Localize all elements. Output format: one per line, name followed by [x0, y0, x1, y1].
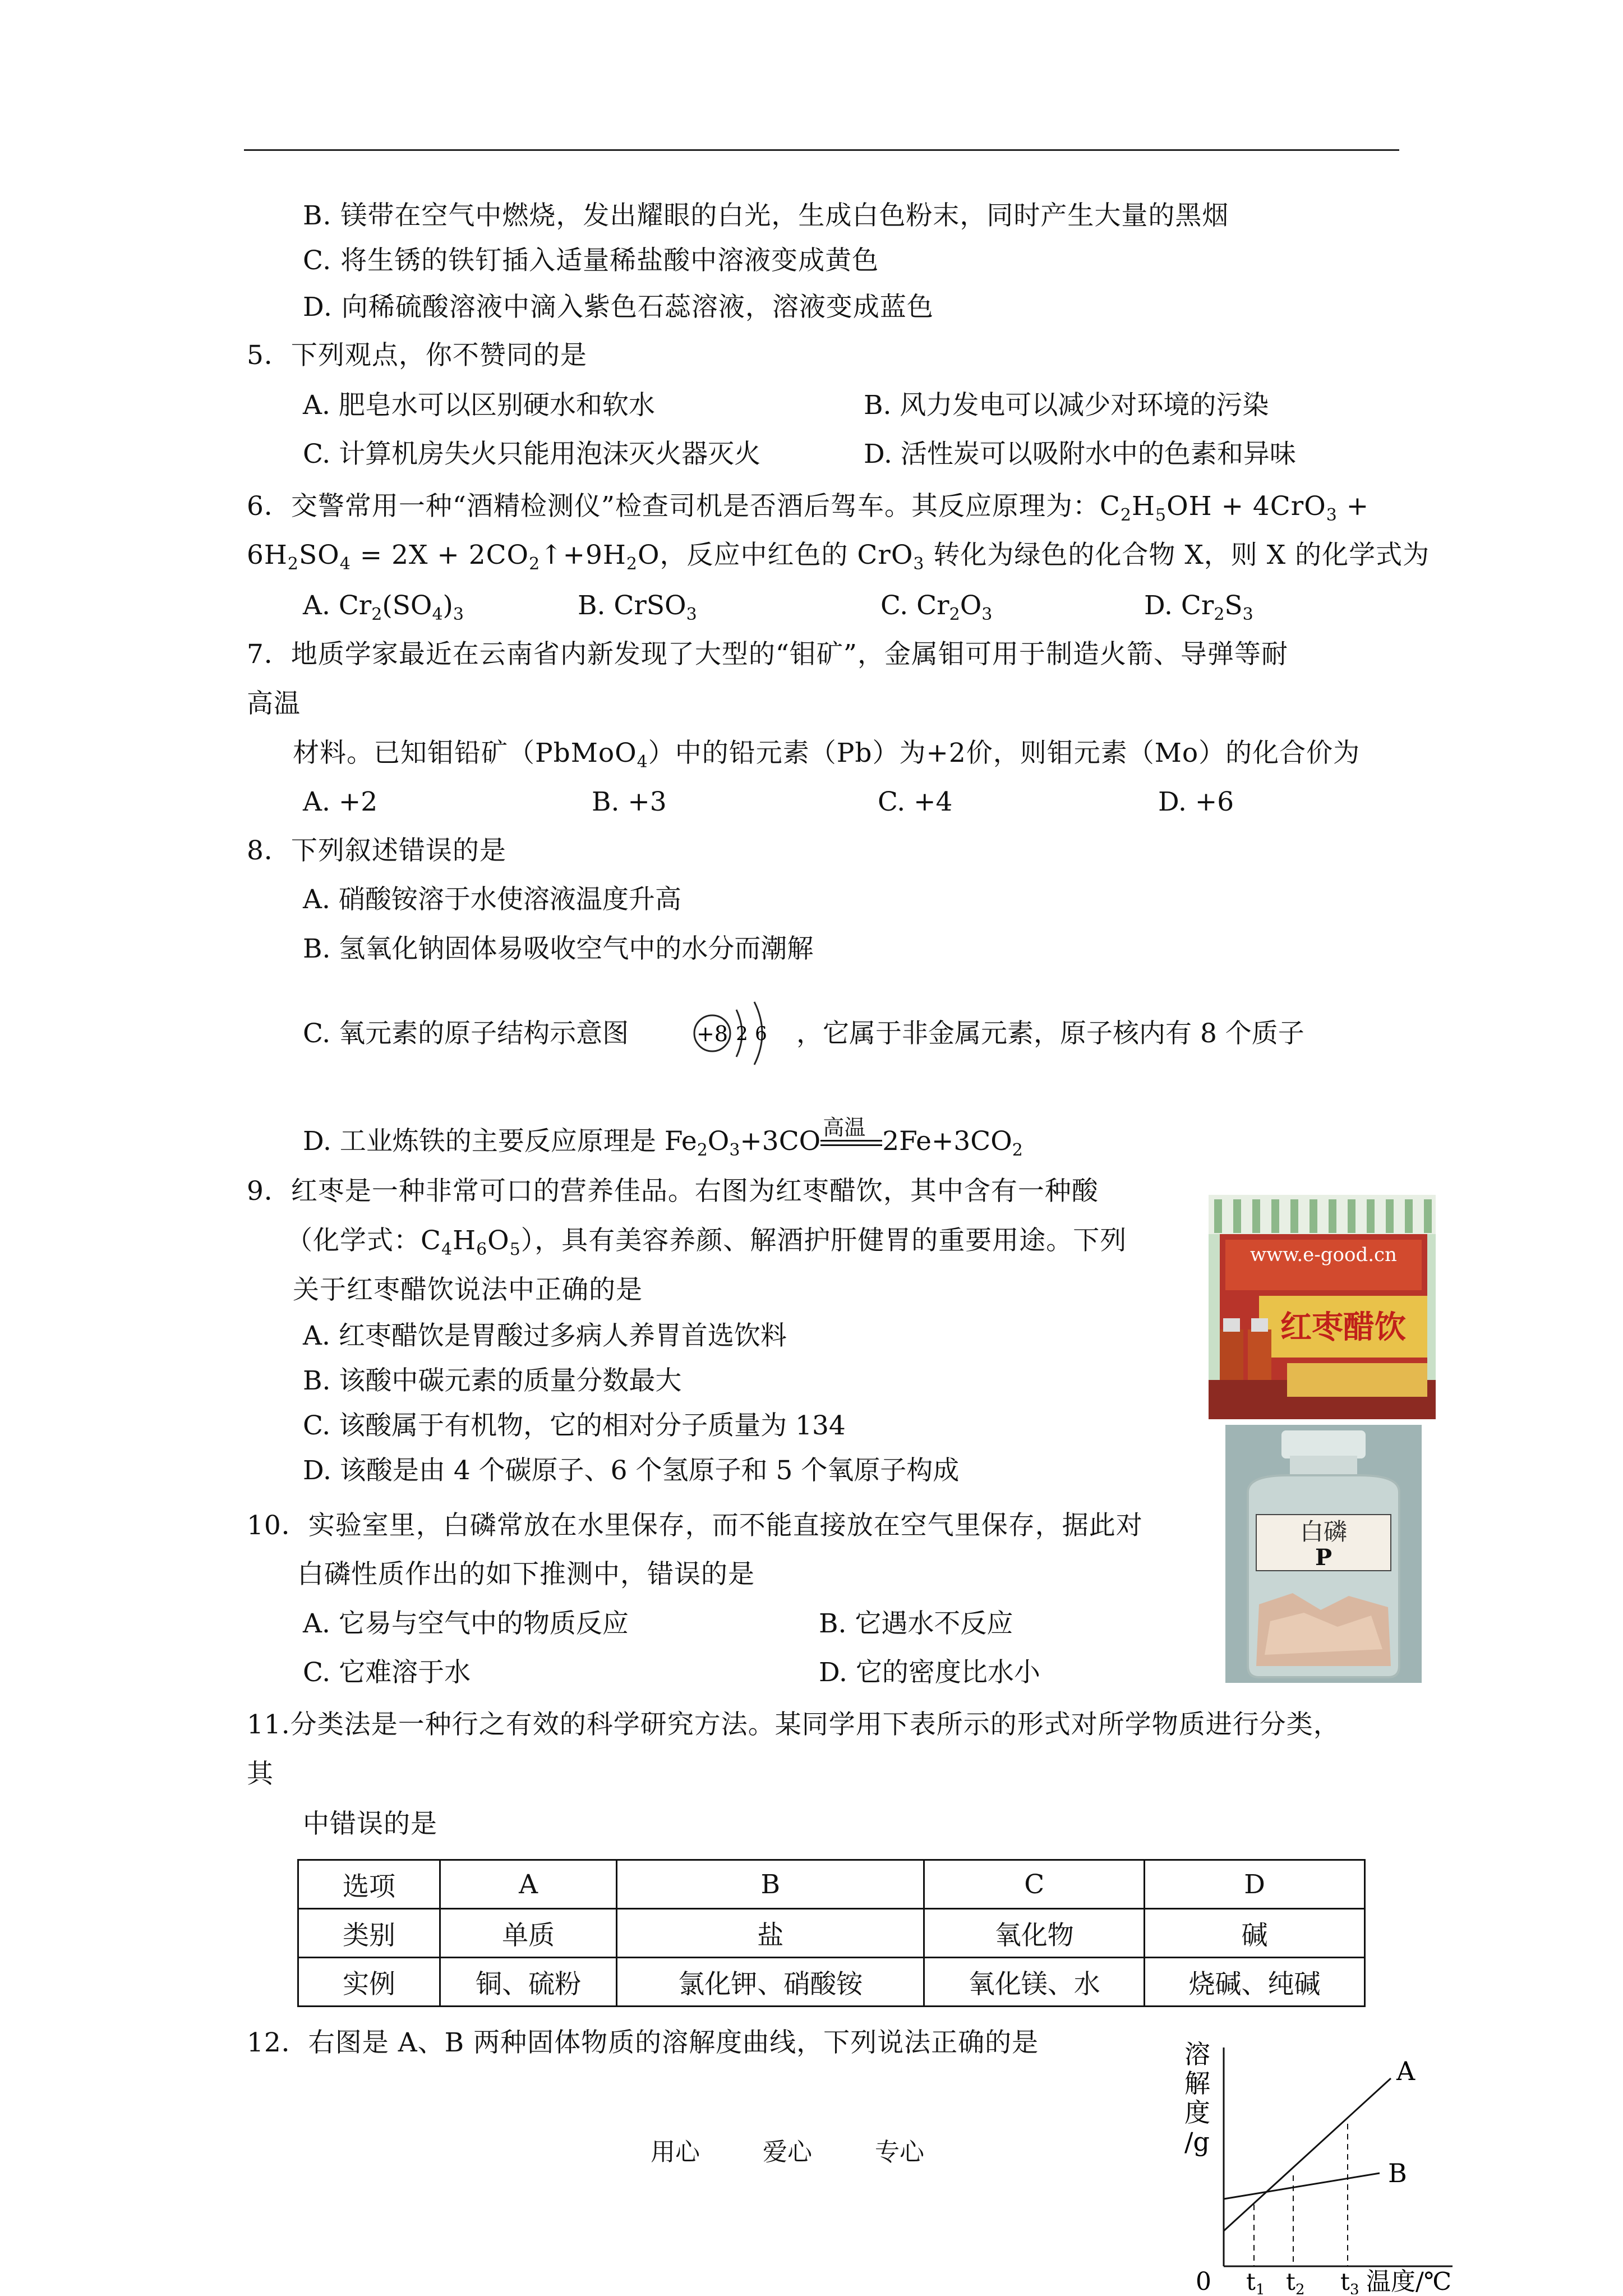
q6-option-c: C. $Cr_2O_3$	[880, 590, 993, 624]
q12-stem: 12．右图是 A、B 两种固体物质的溶解度曲线，下列说法正确的是	[247, 2027, 1039, 2058]
q4-option-c: C. 将生锈的铁钉插入适量稀盐酸中溶液变成黄色	[303, 245, 879, 276]
q6-option-d: D. $Cr_2S_3$	[1144, 590, 1253, 624]
table-cell: 铜、硫粉	[440, 1958, 617, 2007]
q10-option-a: A. 它易与空气中的物质反应	[303, 1608, 629, 1639]
q7-option-b: B. +3	[592, 786, 667, 817]
q9-stem-line2: （化学式：$C_4H_6O_5$），具有美容养颜、解酒护肝健胃的重要用途。下列	[286, 1225, 1127, 1259]
photo-url-text: www.e-good.cn	[1250, 1244, 1397, 1266]
q9-option-d: D. 该酸是由 4 个碳原子、6 个氢原子和 5 个氧原子构成	[303, 1455, 960, 1486]
q5-option-d: D. 活性炭可以吸附水中的色素和异味	[864, 439, 1296, 470]
q8-option-d: D. 工业炼铁的主要反应原理是 $Fe_2O_3+3CO$ 高温 $2Fe+3CO_2$	[303, 1115, 1023, 1160]
q11-stem-line2: 其	[247, 1759, 274, 1789]
bottle-label-text: 白磷	[1299, 1518, 1348, 1545]
q10-option-d: D. 它的密度比水小	[819, 1657, 1040, 1688]
y-axis-label-2: 解	[1184, 2068, 1210, 2099]
q9-option-b: B. 该酸中碳元素的质量分数最大	[303, 1365, 682, 1396]
table-cell: A	[440, 1860, 617, 1909]
y-axis-label-3: 度	[1184, 2097, 1210, 2128]
footer-text-2: 爱心	[763, 2138, 812, 2166]
curve-a-label: A	[1396, 2056, 1415, 2086]
table-cell: 碱	[1145, 1909, 1365, 1958]
q4-option-d: D. 向稀硫酸溶液中滴入紫色石蕊溶液，溶液变成蓝色	[303, 292, 934, 323]
q5-option-c: C. 计算机房失火只能用泡沫灭火器灭火	[303, 439, 761, 470]
q10-stem-line2: 白磷性质作出的如下推测中，错误的是	[297, 1559, 755, 1590]
classification-table	[297, 1859, 1366, 2007]
q9-option-c: C. 该酸属于有机物，它的相对分子质量为 134	[303, 1410, 846, 1441]
q8-option-a: A. 硝酸铵溶于水使溶液温度升高	[303, 884, 681, 915]
white-phosphorus-bottle-photo	[1225, 1425, 1422, 1683]
t2-tick-label: t	[1286, 2268, 1295, 2294]
shell-1-electrons: 2	[736, 1023, 748, 1045]
reaction-condition: 高温	[820, 1132, 882, 1154]
footer-text-1: 用心	[651, 2138, 700, 2166]
header-rule	[244, 149, 1399, 151]
q5-option-b: B. 风力发电可以减少对环境的污染	[864, 390, 1269, 421]
q6-option-b: B. CrSO$_3$	[578, 590, 697, 624]
q5-option-a: A. 肥皂水可以区别硬水和软水	[303, 390, 655, 421]
table-cell: B	[617, 1860, 924, 1909]
q9-option-a: A. 红枣醋饮是胃酸过多病人养胃首选饮料	[303, 1320, 787, 1351]
t1-tick-label: t	[1246, 2268, 1256, 2294]
q7-option-d: D. +6	[1158, 786, 1234, 817]
table-row	[298, 1909, 1365, 1958]
q8-option-b: B. 氢氧化钠固体易吸收空气中的水分而潮解	[303, 933, 814, 964]
q8-option-c-text2: ，它属于非金属元素，原子核内有 8 个质子	[796, 1018, 1304, 1049]
table-cell: 盐	[617, 1909, 924, 1958]
curve-b-line	[1224, 2173, 1380, 2199]
y-axis-label-1: 溶	[1184, 2039, 1210, 2069]
table-cell: 类别	[298, 1909, 440, 1958]
q10-stem-line1: 10．实验室里，白磷常放在水里保存，而不能直接放在空气里保存，据此对	[247, 1510, 1143, 1541]
q9-stem-line3: 关于红枣醋饮说法中正确的是	[293, 1274, 643, 1305]
table-row	[298, 1958, 1365, 2007]
table-cell: 氧化物	[924, 1909, 1145, 1958]
q11-stem-line3: 中错误的是	[303, 1809, 437, 1839]
table-cell: 单质	[440, 1909, 617, 1958]
q10-option-b: B. 它遇水不反应	[819, 1608, 1013, 1639]
q6-stem-line1: 6．交警常用一种“酒精检测仪”检查司机是否酒后驾车。其反应原理为：$C_2H_5OH + 4CrO_3$ +	[247, 491, 1370, 525]
t3-tick-subscript: 3	[1350, 2281, 1359, 2294]
product-label: 红枣醋饮	[1280, 1309, 1406, 1346]
y-axis-label-4: /g	[1184, 2127, 1210, 2157]
q6-stem-line2: $6H_2SO_4 = 2X$ + $2CO_2↑+9H_2O$，反应中红色的 CrO$_3$ 转化为绿色的化合物 X，则 X 的化学式为	[247, 540, 1430, 574]
footer-text-3: 专心	[875, 2138, 924, 2166]
t2-tick-subscript: 2	[1295, 2281, 1305, 2294]
q8-stem: 8．下列叙述错误的是	[247, 835, 506, 866]
table-cell: 实例	[298, 1958, 440, 2007]
q11-stem-line1: 11.分类法是一种行之有效的科学研究方法。某同学用下表所示的形式对所学物质进行分类，	[247, 1709, 1340, 1740]
table-cell: 选项	[298, 1860, 440, 1909]
q10-option-c: C. 它难溶于水	[303, 1657, 471, 1688]
q7-stem-line1: 7．地质学家最近在云南省内新发现了大型的“钼矿”，金属钼可用于制造火箭、导弹等耐	[247, 639, 1288, 670]
table-row	[298, 1860, 1365, 1909]
q6-option-a: A. $Cr_2(SO_4)_3$	[303, 590, 464, 624]
q5-stem: 5．下列观点，你不赞同的是	[247, 340, 587, 371]
table-cell: 氯化钾、硝酸铵	[617, 1958, 924, 2007]
q9-stem-line1: 9．红枣是一种非常可口的营养佳品。右图为红枣醋饮，其中含有一种酸	[247, 1176, 1099, 1207]
origin-label: 0	[1196, 2267, 1211, 2294]
q7-option-a: A. +2	[303, 786, 378, 817]
table-cell: 氧化镁、水	[924, 1958, 1145, 2007]
q7-option-c: C. +4	[878, 786, 953, 817]
nucleus-charge: +8	[696, 1022, 728, 1046]
q4-option-b: B. 镁带在空气中燃烧，发出耀眼的白光，生成白色粉末，同时产生大量的黑烟	[303, 200, 1229, 231]
table-cell: C	[924, 1860, 1145, 1909]
table-cell: 烧碱、纯碱	[1145, 1958, 1365, 2007]
x-axis-label: 温度/℃	[1366, 2267, 1452, 2294]
t3-tick-label: t	[1340, 2268, 1350, 2294]
curve-b-label: B	[1388, 2158, 1407, 2188]
oxygen-atom-diagram	[687, 993, 782, 1077]
jujube-vinegar-photo	[1209, 1195, 1436, 1419]
shell-2-electrons: 6	[755, 1023, 767, 1045]
q8-option-c-text1: C. 氧元素的原子结构示意图	[303, 1018, 629, 1049]
q7-stem-line3: 材料。已知钼铅矿（PbMoO$_4$）中的铅元素（Pb）为+2价，则钼元素（Mo）的化合价为	[293, 738, 1361, 772]
solubility-curve-graph	[1172, 2036, 1486, 2294]
curve-a-line	[1224, 2078, 1391, 2231]
bottle-label-symbol: P	[1315, 1544, 1332, 1571]
q7-stem-line2: 高温	[247, 688, 301, 719]
table-cell: D	[1145, 1860, 1365, 1909]
t1-tick-subscript: 1	[1256, 2281, 1265, 2294]
